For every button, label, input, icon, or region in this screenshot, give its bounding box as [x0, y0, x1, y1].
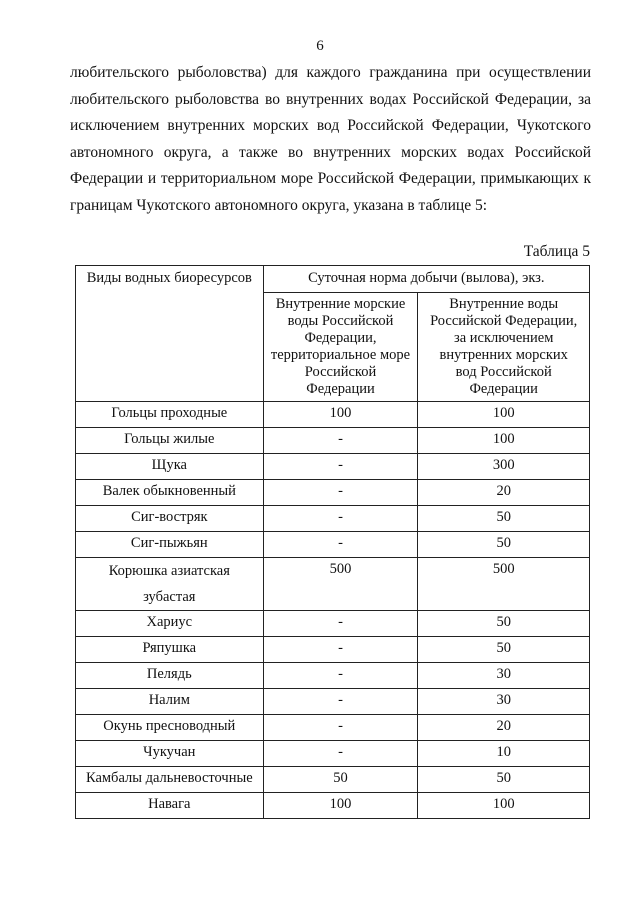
- inner-sea-cell: -: [263, 715, 418, 741]
- table-row: [76, 454, 590, 480]
- species-cell: Навага: [76, 793, 264, 819]
- table-row: [76, 558, 590, 611]
- subheader-line: Российской Федерации,: [430, 313, 578, 329]
- inner-sea-cell: -: [263, 689, 418, 715]
- header-daily-norm: Суточная норма добычи (вылова), экз.: [263, 266, 589, 293]
- species-cell: Гольцы жилые: [76, 428, 264, 454]
- inland-cell: 100: [418, 402, 590, 428]
- inland-cell: 50: [418, 637, 590, 663]
- inland-cell: 10: [418, 741, 590, 767]
- table-row: [76, 611, 590, 637]
- subheader-line: воды Российской: [287, 313, 394, 329]
- inner-sea-cell: -: [263, 663, 418, 689]
- subheader-line: Внутренние воды: [449, 296, 559, 312]
- inner-sea-cell: -: [263, 741, 418, 767]
- table-row: [76, 480, 590, 506]
- table-caption: Таблица 5: [523, 243, 590, 260]
- table-row: [76, 663, 590, 689]
- inland-cell: 20: [418, 715, 590, 741]
- species-cell: Сиг-востряк: [76, 506, 264, 532]
- paragraph-line: исключением внутренних морских вод Российской Федерации, Чукотского: [70, 117, 591, 134]
- subheader-line: Федерации: [306, 381, 375, 397]
- inner-sea-cell: -: [263, 611, 418, 637]
- species-line: Корюшка азиатская: [108, 563, 230, 579]
- table-row: [76, 715, 590, 741]
- subheader-line: вод Российской: [455, 364, 552, 380]
- inland-cell: 50: [418, 611, 590, 637]
- inner-sea-cell: -: [263, 532, 418, 558]
- header-species: Виды водных биоресурсов: [76, 266, 264, 402]
- inner-sea-cell: -: [263, 506, 418, 532]
- subheader-line: Российской: [304, 364, 377, 380]
- inner-sea-cell: 500: [263, 558, 418, 611]
- body-paragraph: [70, 60, 591, 219]
- inner-sea-cell: 50: [263, 767, 418, 793]
- inland-cell: 30: [418, 663, 590, 689]
- inner-sea-cell: -: [263, 637, 418, 663]
- subheader-inland: [418, 293, 590, 402]
- species-cell: Окунь пресноводный: [76, 715, 264, 741]
- inner-sea-cell: 100: [263, 402, 418, 428]
- subheader-line: Федерации: [469, 381, 538, 397]
- table-row: [76, 741, 590, 767]
- species-cell: Щука: [76, 454, 264, 480]
- paragraph-line: любительского рыболовства) для каждого гражданина при осуществлении: [70, 64, 591, 81]
- species-cell: Валек обыкновенный: [76, 480, 264, 506]
- species-cell: Чукучан: [76, 741, 264, 767]
- species-cell: Хариус: [76, 611, 264, 637]
- fish-quota-table: [75, 265, 590, 819]
- inland-cell: 300: [418, 454, 590, 480]
- paragraph-line: границам Чукотского автономного округа, указана в таблице 5:: [70, 196, 488, 214]
- inland-cell: 100: [418, 793, 590, 819]
- subheader-line: территориальное море: [270, 347, 411, 363]
- inner-sea-cell: -: [263, 480, 418, 506]
- subheader-inner-sea: [263, 293, 418, 402]
- inland-cell: 100: [418, 428, 590, 454]
- subheader-line: внутренних морских: [439, 347, 568, 363]
- inner-sea-cell: 100: [263, 793, 418, 819]
- paragraph-line: любительского рыболовства во внутренних водах Российской Федерации, за: [70, 90, 591, 108]
- table-header-row: [76, 266, 590, 293]
- species-cell: Ряпушка: [76, 637, 264, 663]
- inland-cell: 50: [418, 767, 590, 793]
- inner-sea-cell: -: [263, 428, 418, 454]
- table-row: [76, 506, 590, 532]
- inland-cell: 30: [418, 689, 590, 715]
- table-row: [76, 428, 590, 454]
- species-cell: Сиг-пыжьян: [76, 532, 264, 558]
- table-row: [76, 637, 590, 663]
- species-cell: Налим: [76, 689, 264, 715]
- species-cell: Пелядь: [76, 663, 264, 689]
- table-row: [76, 767, 590, 793]
- subheader-line: Внутренние морские: [275, 296, 406, 312]
- table-row: [76, 689, 590, 715]
- page-number: 6: [316, 38, 324, 54]
- species-line: зубастая: [143, 589, 196, 605]
- species-cell: [76, 558, 264, 611]
- inland-cell: 50: [418, 532, 590, 558]
- species-cell: Гольцы проходные: [76, 402, 264, 428]
- table-row: [76, 793, 590, 819]
- paragraph-line: Федерации и территориальном море Российской Федерации, примыкающих к: [70, 170, 591, 187]
- table-row: [76, 402, 590, 428]
- paragraph-line: автономного округа, а также во внутренних морских водах Российской: [70, 143, 591, 161]
- subheader-line: Федерации,: [304, 330, 377, 346]
- subheader-line: за исключением: [453, 330, 554, 346]
- inland-cell: 50: [418, 506, 590, 532]
- inner-sea-cell: -: [263, 454, 418, 480]
- table-row: [76, 532, 590, 558]
- inland-cell: 500: [418, 558, 590, 611]
- inland-cell: 20: [418, 480, 590, 506]
- species-cell: Камбалы дальневосточные: [76, 767, 264, 793]
